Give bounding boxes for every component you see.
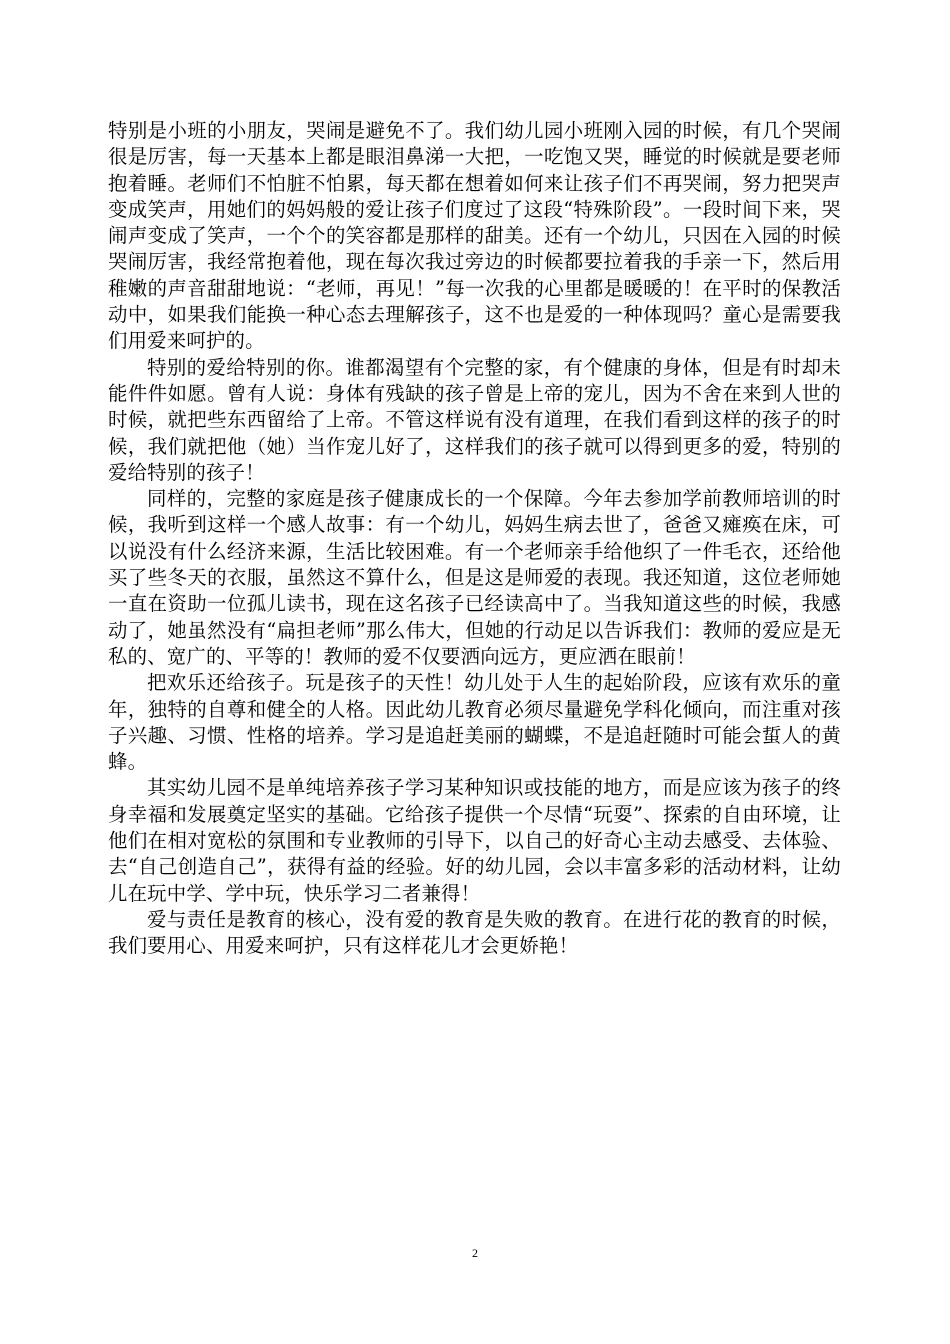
- paragraph-2: 特别的爱给特别的你。谁都渴望有个完整的家，有个健康的身体，但是有时却未能件件如愿。曾有人说：身体有残缺的孩子曾是上帝的宠儿，因为不舍在来到人世的时候，就把些东西留给了上帝。不管这样说有没有道理，在我们看到这样的孩子的时候，我们就把他（她）当作宠儿好了，这样我们的孩子就可以得到更多的爱，特别的爱给特别的孩子！: [108, 355, 841, 484]
- paragraph-4: 把欢乐还给孩子。玩是孩子的天性！幼儿处于人生的起始阶段，应该有欢乐的童年，独特的自尊和健全的人格。因此幼儿教育必须尽量避免学科化倾向，而注重对孩子兴趣、习惯、性格的培养。学习是追赶美丽的蝴蝶，不是追赶随时可能会蜇人的黄蜂。: [108, 671, 841, 774]
- paragraph-6: 爱与责任是教育的核心，没有爱的教育是失败的教育。在进行花的教育的时候，我们要用心、用爱来呵护，只有这样花儿才会更娇艳！: [108, 907, 841, 958]
- document-body: [108, 118, 841, 960]
- paragraph-5: 其实幼儿园不是单纯培养孩子学习某种知识或技能的地方，而是应该为孩子的终身幸福和发展奠定坚实的基础。它给孩子提供一个尽情“玩耍”、探索的自由环境，让他们在相对宽松的氛围和专业教师的引导下，以自己的好奇心主动去感受、去体验、去“自己创造自己”，获得有益的经验。好的幼儿园，会以丰富多彩的活动材料，让幼儿在玩中学、学中玩，快乐学习二者兼得！: [108, 776, 841, 905]
- paragraph-1: 特别是小班的小朋友，哭闹是避免不了。我们幼儿园小班刚入园的时候，有几个哭闹很是厉害，每一天基本上都是眼泪鼻涕一大把，一吃饱又哭，睡觉的时候就是要老师抱着睡。老师们不怕脏不怕累，每天都在想着如何来让孩子们不再哭闹，努力把哭声变成笑声，用她们的妈妈般的爱让孩子们度过了这段“特殊阶段”。一段时间下来，哭闹声变成了笑声，一个个的笑容都是那样的甜美。还有一个幼儿，只因在入园的时候哭闹厉害，我经常抱着他，现在每次我过旁边的时候都要拉着我的手亲一下，然后用稚嫩的声音甜甜地说：“老师，再见！”每一次我的心里都是暖暖的！在平时的保教活动中，如果我们能换一种心态去理解孩子，这不也是爱的一种体现吗？童心是需要我们用爱来呵护的。: [108, 119, 841, 353]
- page-number: 2: [472, 1246, 478, 1260]
- paragraph-3: 同样的，完整的家庭是孩子健康成长的一个保障。今年去参加学前教师培训的时候，我听到这样一个感人故事：有一个幼儿，妈妈生病去世了，爸爸又瘫痪在床，可以说没有什么经济来源，生活比较困难。有一个老师亲手给他织了一件毛衣，还给他买了些冬天的衣服，虽然这不算什么，但是这是师爱的表现。我还知道，这位老师她一直在资助一位孤儿读书，现在这名孩子已经读高中了。当我知道这些的时候，我感动了，她虽然没有“扁担老师”那么伟大，但她的行动足以告诉我们：教师的爱应是无私的、宽广的、平等的！教师的爱不仅要洒向远方，更应洒在眼前！: [108, 487, 841, 668]
